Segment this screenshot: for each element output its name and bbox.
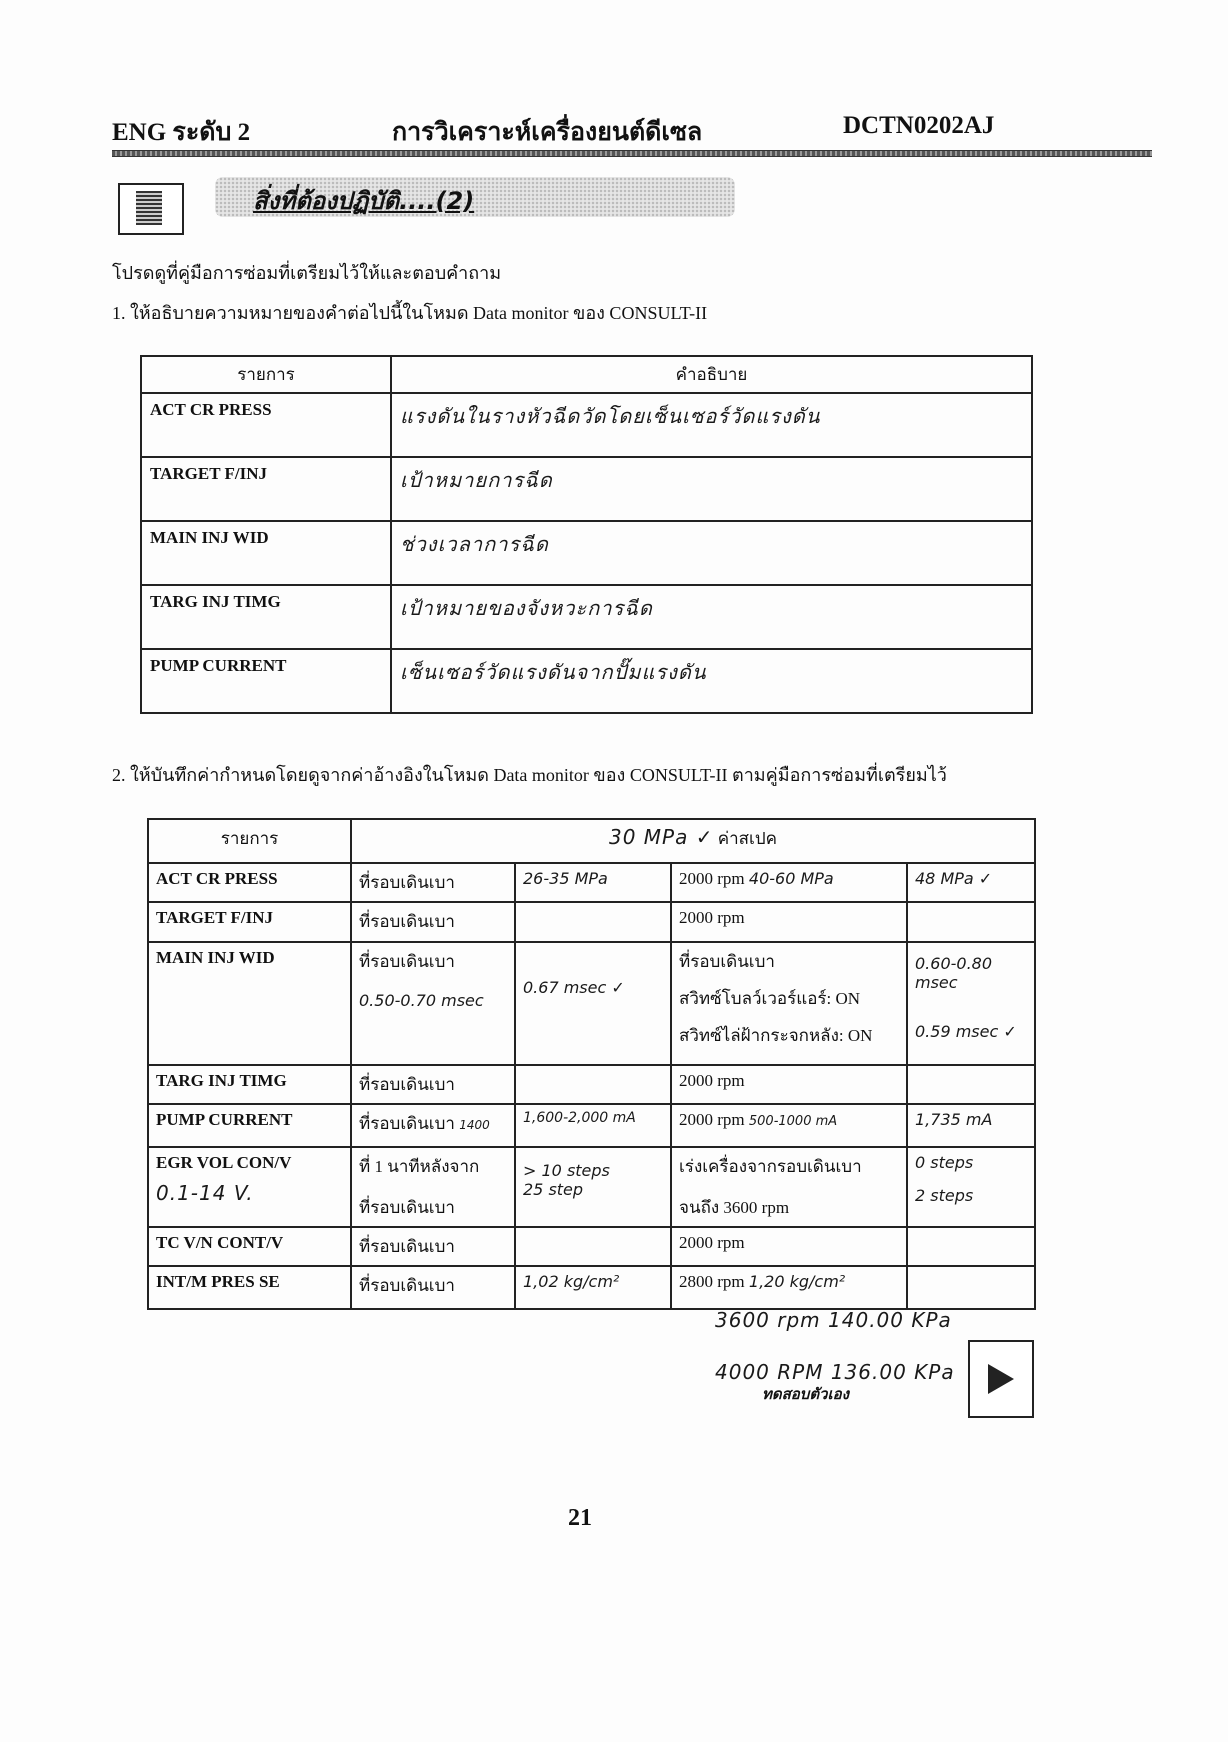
value-cell: 0.67 msec ✓ — [523, 978, 625, 997]
table-row — [141, 521, 1032, 585]
header-title: การวิเคราะห์เครื่องยนต์ดีเซล — [392, 119, 703, 146]
spec-note: 30 MPa ✓ — [608, 825, 714, 849]
cond-cell: ที่รอบเดินเบา — [351, 902, 515, 942]
cond-cell: 2000 rpm — [671, 902, 907, 942]
table-row — [141, 393, 1032, 457]
cond-cell: ที่รอบเดินเบา — [351, 1065, 515, 1104]
table-row — [141, 649, 1032, 713]
play-arrow-icon — [988, 1364, 1014, 1394]
answer-cell: แรงดันในรางหัวฉีดวัดโดยเซ็นเซอร์วัดแรงดัน — [391, 393, 1032, 457]
cond-cell: ที่รอบเดินเบา — [359, 1198, 455, 1217]
table-row — [148, 1065, 1035, 1104]
handwritten-note: 3600 rpm 140.00 KPa — [715, 1308, 952, 1332]
table-row — [148, 1104, 1035, 1147]
cond-cell: 2800 rpm — [679, 1272, 745, 1291]
value-cell: 25 step — [523, 1180, 584, 1199]
intro-text: โปรดดูที่คู่มือการซ่อมที่เตรียมไว้ให้และตอบคำถาม — [112, 263, 502, 283]
cond-cell: ที่รอบเดินเบา — [351, 1266, 515, 1309]
cond-cell: 2000 rpm — [679, 1110, 745, 1129]
self-test-label: ทดสอบตัวเอง — [762, 1385, 849, 1403]
section-title: สิ่งที่ต้องปฏิบัติ....(2) — [253, 187, 475, 215]
item-cell: TARG INJ TIMG — [141, 585, 391, 649]
spec-table — [147, 818, 1036, 1310]
col-header-item: รายการ — [141, 356, 391, 393]
item-cell: MAIN INJ WID — [141, 521, 391, 585]
cond-cell: เร่งเครื่องจากรอบเดินเบา — [679, 1157, 862, 1176]
header-code: DCTN0202AJ — [843, 112, 995, 139]
table-row — [141, 585, 1032, 649]
table-row — [148, 902, 1035, 942]
header-course: ENG ระดับ 2 — [112, 119, 251, 146]
cond-cell: ที่รอบเดินเบา — [359, 1114, 455, 1133]
item-note: 0.1-14 V. — [156, 1181, 254, 1205]
cond-cell: ที่รอบเดินเบา — [359, 952, 455, 971]
table-row — [148, 1266, 1035, 1309]
table-row — [148, 1147, 1035, 1227]
measured-cell: 0 steps — [915, 1153, 974, 1172]
cond-cell: 2000 rpm — [671, 1227, 907, 1266]
page-number: 21 — [568, 1505, 592, 1531]
cond-cell: ที่รอบเดินเบา — [679, 952, 775, 971]
value-cell: 26-35 MPa — [515, 863, 671, 902]
document-icon — [118, 183, 184, 235]
value-cell: 0.50-0.70 msec — [359, 991, 484, 1010]
item-cell: PUMP CURRENT — [141, 649, 391, 713]
value-cell: 1400 — [459, 1118, 490, 1132]
value-cell: 1,02 kg/cm² — [515, 1266, 671, 1309]
cond-cell: ที่ 1 นาทีหลังจาก — [359, 1157, 480, 1176]
item-cell: ACT CR PRESS — [148, 863, 351, 902]
table-row — [141, 457, 1032, 521]
measured-cell: 48 MPa ✓ — [907, 863, 1035, 902]
item-cell: EGR VOL CON/V — [156, 1153, 292, 1172]
cond-cell: ที่รอบเดินเบา — [351, 1227, 515, 1266]
question-2: 2. ให้บันทึกค่ากำหนดโดยดูจากค่าอ้างอิงในโหมด Data monitor ของ CONSULT-II ตามคู่มือการซ่อมที่เตรียมไว้ — [112, 765, 947, 785]
col-header-desc: คำอธิบาย — [391, 356, 1032, 393]
col-header-spec: ค่าสเปค — [717, 829, 778, 848]
definitions-table — [140, 355, 1033, 714]
item-cell: MAIN INJ WID — [148, 942, 351, 1065]
answer-cell: เซ็นเซอร์วัดแรงดันจากปั๊มแรงดัน — [391, 649, 1032, 713]
table-row — [148, 1227, 1035, 1266]
table-row — [148, 942, 1035, 1065]
cond-cell: สวิทซ์โบลว์เวอร์แอร์: ON — [679, 989, 861, 1008]
cond-cell: 2000 rpm — [671, 1065, 907, 1104]
handwritten-note: 4000 RPM 136.00 KPa — [715, 1360, 955, 1384]
item-cell: TARG INJ TIMG — [148, 1065, 351, 1104]
value-cell: 1,20 kg/cm² — [748, 1272, 846, 1291]
cond-cell: จนถึง 3600 rpm — [679, 1198, 790, 1217]
section-banner — [215, 177, 735, 217]
next-page-button[interactable] — [968, 1340, 1034, 1418]
item-cell: TARGET F/INJ — [141, 457, 391, 521]
value-cell: 500-1000 mA — [748, 1114, 838, 1129]
header-divider — [112, 150, 1152, 157]
answer-cell: เป้าหมายการฉีด — [391, 457, 1032, 521]
cond-cell: ที่รอบเดินเบา — [351, 863, 515, 902]
item-cell: ACT CR PRESS — [141, 393, 391, 457]
value-cell: > 10 steps — [523, 1161, 610, 1180]
cond-cell: สวิทซ์ไล่ฝ้ากระจกหลัง: ON — [679, 1026, 873, 1045]
item-cell: TARGET F/INJ — [148, 902, 351, 942]
answer-cell: เป้าหมายของจังหวะการฉีด — [391, 585, 1032, 649]
measured-cell: 0.60-0.80 msec — [915, 954, 993, 992]
cond-cell: 2000 rpm — [679, 869, 745, 888]
value-cell: 40-60 MPa — [748, 869, 834, 888]
answer-cell: ช่วงเวลาการฉีด — [391, 521, 1032, 585]
table-row — [148, 863, 1035, 902]
question-1: 1. ให้อธิบายความหมายของคำต่อไปนี้ในโหมด Data monitor ของ CONSULT-II — [112, 303, 708, 323]
col-header-item: รายการ — [148, 819, 351, 863]
item-cell: PUMP CURRENT — [148, 1104, 351, 1147]
value-cell: 1,600-2,000 mA — [515, 1104, 671, 1147]
item-cell: INT/M PRES SE — [148, 1266, 351, 1309]
measured-cell: 0.59 msec ✓ — [915, 1022, 1017, 1041]
measured-cell: 1,735 mA — [907, 1104, 1035, 1147]
measured-cell: 2 steps — [915, 1186, 974, 1205]
item-cell: TC V/N CONT/V — [148, 1227, 351, 1266]
